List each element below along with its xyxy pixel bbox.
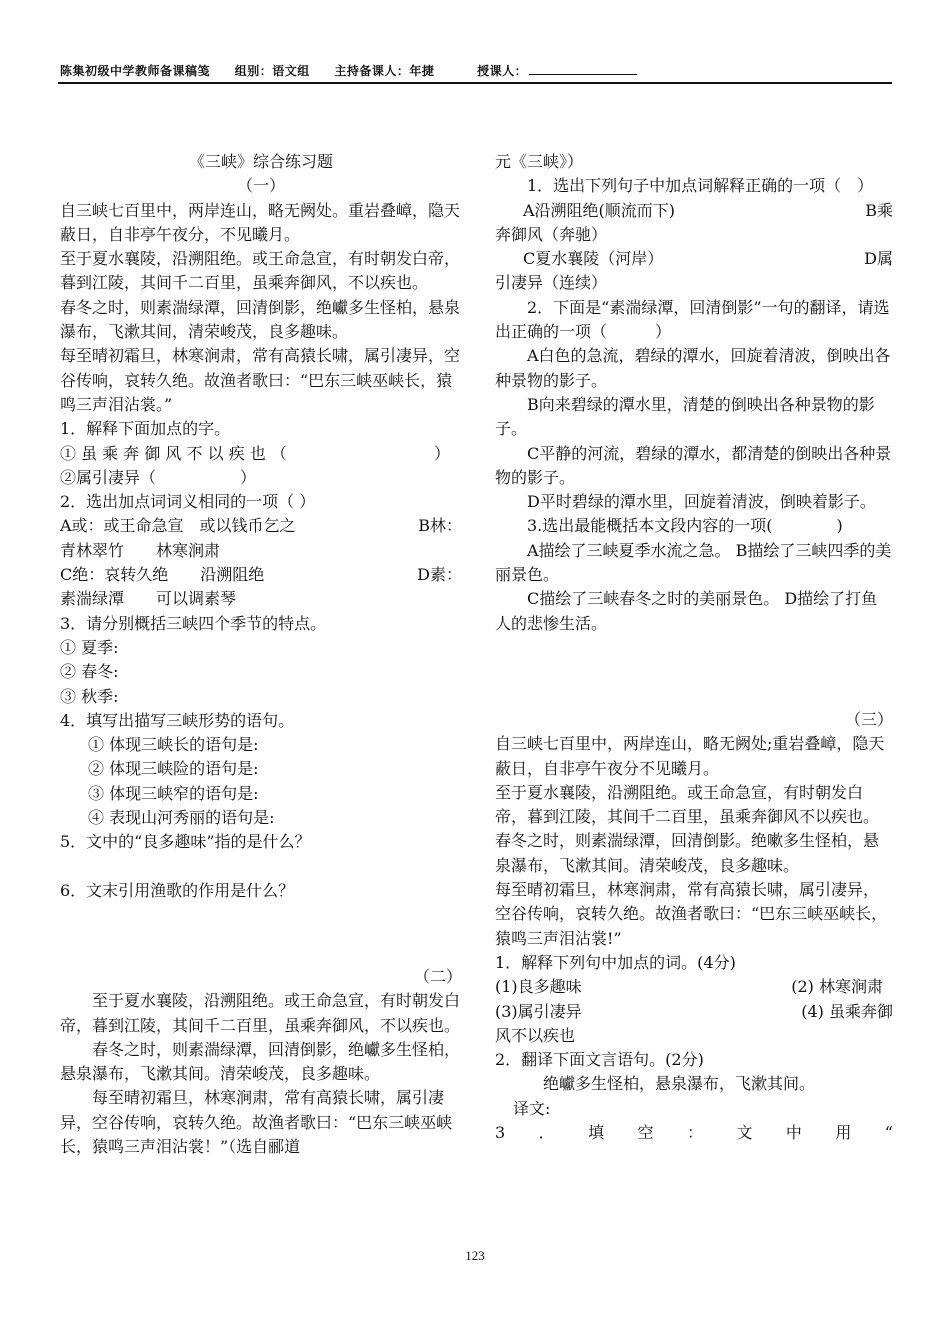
question-r2-option-a: A白色的急流，碧绿的潭水，回旋着清波，倒映出各种景物的影子。 xyxy=(495,346,891,390)
question-2-option-b: 青林翠竹 林寒涧肃 xyxy=(60,540,221,560)
passage-paragraph: 春冬之时，则素湍绿潭，回清倒影，绝巘多生怪柏，悬泉瀑布，飞漱其间。清荣峻茂，良多趣味。 xyxy=(60,1039,461,1084)
page-header xyxy=(60,62,892,79)
question-r1-option-b: 奔御风（奔驰） xyxy=(495,224,608,244)
question-t1-item-4-cont: 风不以疾也 xyxy=(495,1025,576,1045)
question-4: 4．填写出描写三峡形势的语句。 xyxy=(60,710,295,730)
passage-paragraph: 自三峡七百里中，两岸连山，略无阙处。重岩叠嶂，隐天蔽日，自非亭午夜分，不见曦月。 xyxy=(60,200,461,244)
header-rule xyxy=(58,82,892,84)
question-3a: ① 夏季: xyxy=(60,637,119,657)
source-continuation: 元《三峡》） xyxy=(495,152,584,171)
question-t1: 1．解释下列句中加点的词。(4分) xyxy=(495,952,736,972)
question-4c: ③ 体现三峡窄的语句是: xyxy=(88,783,259,803)
question-3b: ② 春冬: xyxy=(60,662,119,682)
question-r2-option-b: B向来碧绿的潭水里，清楚的倒映出各种景物的影子。 xyxy=(495,394,875,439)
question-3: 3．请分别概括三峡四个季节的特点。 xyxy=(60,613,327,633)
school-name: 陈集初级中学教师备课稿笺 xyxy=(60,64,211,78)
passage-paragraph: 自三峡七百里中，两岸连山，略无阙处;重岩叠嶂，隐天蔽日，自非亭午夜分不见曦月。 xyxy=(495,734,885,778)
question-r3-options-ab: A描绘了三峡夏季水流之急。 B描绘了三峡四季的美丽景色。 xyxy=(495,540,892,585)
passage-paragraph: 至于夏水襄陵，沿溯阻绝。或王命急宣，有时朝发白帝，暮到江陵，其间千二百里，虽乘奔御风不以疾也。 xyxy=(495,782,880,827)
question-3c: ③ 秋季: xyxy=(60,686,119,706)
question-r2-option-d: D平时碧绿的潭水里，回旋着清波，倒映着影子。 xyxy=(527,492,876,512)
passage-paragraph: 每至晴初霜旦，林寒涧肃，常有高猿长啸，属引凄异，空谷传响，哀转久绝。故渔者歌曰：“巴东三峡巫峡长，猿鸣三声泪沾裳！”（选自郦道 xyxy=(60,1088,453,1156)
question-1: 1．解释下面加点的字。 xyxy=(60,419,231,439)
section-2-heading: （二） xyxy=(413,966,462,986)
question-t1-items-34: (3)属引凄异 (4) 虽乘奔御 xyxy=(495,1001,893,1021)
question-1a: ① 虽 乘 奔 御 风 不 以 疾 也 （ ） xyxy=(60,443,450,463)
question-2-option-d: 素湍绿潭 可以调素琴 xyxy=(60,589,237,609)
question-6: 6．文末引用渔歌的作用是什么？ xyxy=(60,880,295,900)
host-label: 主持备课人：年捷 xyxy=(334,64,435,78)
question-t3: 3 ． 填 空 ： 文 中 用 “ xyxy=(495,1122,893,1142)
teacher-blank xyxy=(529,63,637,75)
question-t1-items-12: (1)良多趣味 (2) 林寒涧肃 xyxy=(495,977,883,997)
left-column xyxy=(60,150,462,1159)
page-number: 123 xyxy=(465,1248,485,1263)
question-2: 2．选出加点词词义相同的一项（ ） xyxy=(60,492,316,512)
passage-paragraph: 春冬之时，则素湍绿潭，回清倒影。绝嗽多生怪柏，悬泉瀑布，飞漱其间。清荣峻茂，良多趣味。 xyxy=(495,831,880,875)
question-r1: 1．选出下列句子中加点词解释正确的一项（ ） xyxy=(527,176,874,196)
teacher-label: 授课人： xyxy=(477,64,528,78)
passage-paragraph: 至于夏水襄陵，沿溯阻绝。或王命急宣，有时朝发白帝，暮到江陵，其间千二百里，虽乘奔御风，不以疾也。 xyxy=(60,991,461,1035)
group-label: 组别：语文组 xyxy=(234,64,310,78)
question-1b: ②属引凄异（ ） xyxy=(60,467,257,487)
question-2-option-c: C绝：哀转久绝 沿溯阻绝 D素： xyxy=(60,565,462,585)
passage-paragraph: 至于夏水襄陵，沿溯阻绝。或王命急宣，有时朝发白帝，暮到江陵，其间千二百里，虽乘奔御风，不以疾也。 xyxy=(60,249,461,293)
question-4a: ① 体现三峡长的语句是: xyxy=(88,735,259,755)
question-4b: ② 体现三峡险的语句是: xyxy=(88,759,259,779)
question-r2-option-c: C平静的河流，碧绿的潭水，都清楚的倒映出各种景物的影子。 xyxy=(495,443,892,487)
question-t2: 2．翻译下面文言语句。(2分) xyxy=(495,1050,704,1070)
question-5: 5．文中的“良多趣味”指的是什么？ xyxy=(60,832,311,852)
exercise-title: 《三峡》综合练习题 xyxy=(188,152,333,171)
passage-paragraph: 每至晴初霜旦，林寒涧肃，常有高猿长啸，属引凄异，空谷传响，哀转久绝。故渔者歌曰：“巴东三峡巫峡长，猿鸣三声泪沾裳。” xyxy=(60,346,461,414)
question-2-option-a: A或：或王命急宣 或以钱币乞之 B林： xyxy=(60,516,462,536)
section-1-heading: （一） xyxy=(236,176,285,196)
passage-paragraph: 每至晴初霜旦，林寒涧肃，常有高猿长啸，属引凄异，空谷传响，哀转久绝。故渔者歌曰：“巴东三峡巫峡长，猿鸣三声泪沾裳!” xyxy=(495,880,888,948)
question-r1-option-c: C夏水襄陵（河岸） D属 xyxy=(523,249,893,269)
section-3-heading: （三） xyxy=(844,709,893,729)
question-r3-options-cd: C描绘了三峡春冬之时的美丽景色。 D描绘了打鱼人的悲惨生活。 xyxy=(495,589,878,633)
question-4d: ④ 表现山河秀丽的语句是: xyxy=(88,808,275,828)
question-t2-sentence: 绝巘多生怪柏，悬泉瀑布，飞漱其间。 xyxy=(543,1074,816,1094)
question-t2-translation-label: 译文: xyxy=(513,1098,551,1118)
right-column xyxy=(495,150,893,1145)
question-r2: 2．下面是“素湍绿潭，回清倒影”一句的翻译，请选出正确的一项（ ） xyxy=(495,297,890,342)
question-r1-option-a: A沿溯阻绝(顺流而下) B乘 xyxy=(523,200,893,220)
question-r1-option-d: 引凄异（连续） xyxy=(495,273,608,293)
question-r3: 3.选出最能概括本文段内容的一项( ) xyxy=(527,516,843,536)
passage-paragraph: 春冬之时，则素湍绿潭，回清倒影，绝巘多生怪柏，悬泉瀑布，飞漱其间，清荣峻茂，良多趣味。 xyxy=(60,297,461,342)
